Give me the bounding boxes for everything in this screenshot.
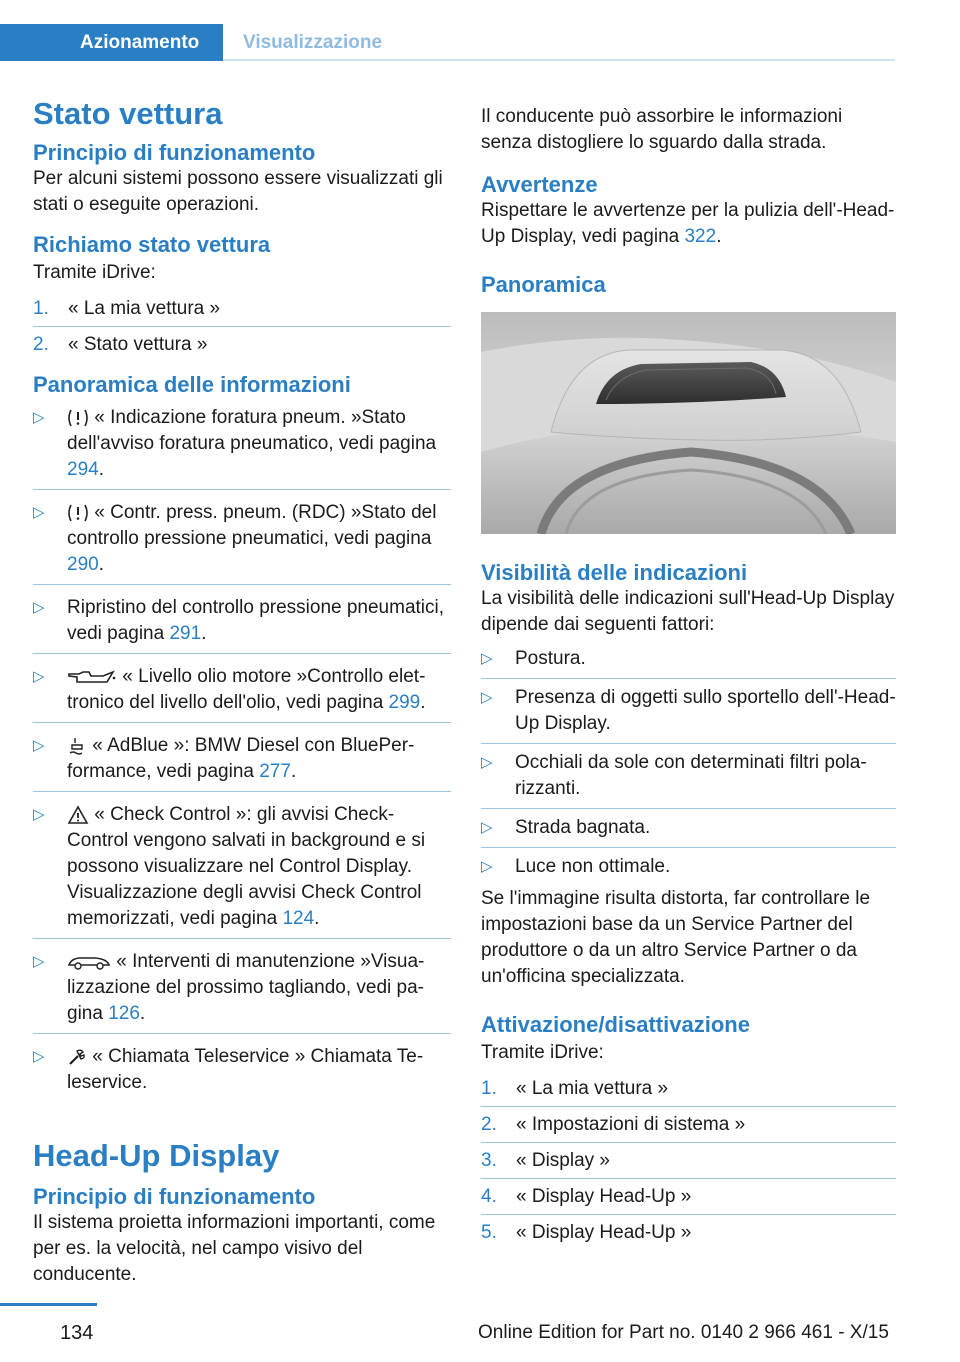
steps-list [481, 1076, 896, 1246]
list-item [481, 1107, 896, 1143]
step-text: « La mia vettura » [68, 298, 221, 319]
section-heading: Panoramica delle informazioni [33, 372, 351, 397]
wrench-icon [67, 1047, 87, 1067]
section-heading: Visibilità delle indicazioni [481, 560, 748, 585]
list-item [481, 809, 896, 848]
section-heading: Principio di funzionamento [33, 140, 316, 165]
item-text: « AdBlue »: BMW Diesel con BluePerformance, vedi pagina [67, 735, 415, 782]
item-text: Postura. [515, 648, 586, 669]
section-heading: Principio di funzionamento [33, 1184, 316, 1209]
tire-warning-icon [67, 503, 89, 523]
list-item [33, 723, 451, 792]
step-text: « Display Head-Up » [516, 1222, 692, 1243]
tab-azionamento[interactable] [0, 24, 223, 61]
section-title: Head-Up Display [33, 1138, 280, 1173]
bullet-triangle-icon: ▷ [481, 819, 493, 836]
list-item [481, 1215, 896, 1246]
step-number: 2. [33, 334, 49, 355]
section-heading: Attivazione/disattivazione [481, 1012, 750, 1037]
list-item [481, 744, 896, 809]
item-text: Ripristino del controllo pressione pneumatici, vedi pagina [67, 597, 445, 644]
tab-azionamento-label: Azionamento [80, 32, 200, 53]
page-link[interactable]: 126 [108, 1003, 140, 1024]
step-text: « Stato vettura » [68, 334, 208, 355]
list-item [33, 490, 451, 585]
step-text: « Impostazioni di sistema » [516, 1114, 746, 1135]
punctuation: . [290, 761, 297, 782]
paragraph: Tramite iDrive: [481, 1042, 604, 1063]
step-text: « Display Head-Up » [516, 1186, 692, 1207]
list-item [481, 646, 896, 679]
page-number: 134 [60, 1322, 94, 1344]
hud-photo [481, 312, 896, 534]
list-item [33, 327, 451, 358]
right-column [481, 104, 896, 1246]
page-link[interactable]: 277 [259, 761, 291, 782]
adblue-icon [67, 736, 87, 756]
bullet-triangle-icon: ▷ [33, 409, 45, 426]
list-item [481, 1076, 896, 1107]
paragraph: Tramite iDrive: [33, 262, 156, 283]
bullet-triangle-icon: ▷ [481, 858, 493, 875]
page-link[interactable]: 291 [169, 623, 202, 644]
list-item [481, 1179, 896, 1215]
header-divider [223, 59, 895, 61]
section-heading: Richiamo stato vettura [33, 232, 271, 257]
bullet-triangle-icon: ▷ [33, 953, 45, 970]
list-item [33, 939, 451, 1034]
list-item [33, 1034, 451, 1096]
item-text: « Contr. press. pneum. (RDC) »Stato del controllo pressione pneumatici, vedi pagina [67, 502, 437, 549]
step-number: 2. [481, 1114, 497, 1135]
paragraph: Il sistema proietta informazioni importanti, come per es. la velocità, nel campo visivo del conducente. [33, 1212, 436, 1285]
bullet-triangle-icon: ▷ [33, 737, 45, 754]
footer-divider [0, 1303, 97, 1306]
item-text: Luce non ottimale. [515, 856, 671, 877]
steps-list [33, 296, 451, 358]
page-link[interactable]: 294 [67, 459, 99, 480]
paragraph: Se l'immagine risulta distorta, far controllare le impostazioni base da un Service Partner del produttore o da un altro Service Partner o da un'officina specializzata. [481, 888, 871, 987]
step-number: 1. [481, 1078, 497, 1099]
punctuation: . [98, 554, 104, 575]
paragraph: Per alcuni sistemi possono essere visualizzati gli stati o eseguite operazioni. [33, 168, 443, 215]
bullet-triangle-icon: ▷ [33, 806, 45, 823]
paragraph: La visibilità delle indicazioni sull'Head-Up Display dipende dai seguenti fattori: [481, 588, 895, 635]
hud-dashboard-image [481, 312, 896, 534]
punctuation: . [716, 226, 722, 247]
punctuation: . [139, 1003, 146, 1024]
list-item [33, 296, 451, 327]
bullet-triangle-icon: ▷ [33, 668, 45, 685]
step-text: « Display » [516, 1150, 610, 1171]
warning-triangle-icon [67, 805, 89, 825]
left-column [33, 96, 451, 1288]
item-text: « Indicazione foratura pneum. »Stato dell'avviso foratura pneumatico, vedi pagina [67, 407, 437, 454]
page-link[interactable]: 124 [282, 908, 315, 929]
bullet-triangle-icon: ▷ [33, 504, 45, 521]
item-text: « Chiamata Teleservice » Chiamata Teleservice. [67, 1046, 424, 1093]
bullet-triangle-icon: ▷ [33, 599, 45, 616]
punctuation: . [98, 459, 104, 480]
step-number: 4. [481, 1186, 497, 1207]
service-car-icon [67, 953, 111, 971]
item-text: « Livello olio motore »Controllo elettronico del livello dell'olio, vedi pagina [67, 666, 426, 713]
section-heading: Panoramica [481, 272, 606, 297]
step-number: 1. [33, 298, 49, 319]
oil-can-icon [67, 668, 117, 686]
item-text: Occhiali da sole con determinati filtri polarizzanti. [515, 752, 867, 799]
list-item [33, 405, 451, 490]
bullet-triangle-icon: ▷ [481, 650, 493, 667]
item-text: Strada bagnata. [515, 817, 651, 838]
paragraph-text: Rispettare le avvertenze per la pulizia dell'-Head-Up Display, vedi pagina [481, 200, 895, 247]
bullet-triangle-icon: ▷ [481, 689, 493, 706]
list-item [33, 654, 451, 723]
list-item [481, 848, 896, 880]
item-text: « Interventi di manutenzione »Visualizzazione del prossimo tagliando, vedi pagina [67, 951, 425, 1024]
info-list [33, 405, 451, 1096]
page-link[interactable]: 322 [684, 226, 717, 247]
edition-text: Online Edition for Part no. 0140 2 966 461 - X/15 [478, 1322, 889, 1343]
tab-visualizzazione-label: Visualizzazione [243, 32, 383, 53]
list-item [481, 1143, 896, 1179]
punctuation: . [314, 908, 320, 929]
punctuation: . [201, 623, 207, 644]
item-text: « Check Control »: gli avvisi Check-Control vengono salvati in background e si possono visualizzare nel Control Display. Visualizzazione degli avvisi Check Control memorizzati, vedi pagina [67, 804, 426, 929]
page-link[interactable]: 290 [67, 554, 99, 575]
item-text: Presenza di oggetti sullo sportello dell'-Head-Up Display. [515, 687, 896, 734]
step-number: 5. [481, 1222, 497, 1243]
step-text: « La mia vettura » [516, 1078, 669, 1099]
punctuation: . [420, 692, 426, 713]
paragraph [481, 198, 896, 250]
tab-visualizzazione[interactable] [223, 24, 895, 61]
list-item [33, 585, 451, 654]
factors-list [481, 646, 896, 880]
section-heading: Avvertenze [481, 172, 598, 197]
step-number: 3. [481, 1150, 497, 1171]
page-link[interactable]: 299 [388, 692, 421, 713]
header-bar [0, 24, 895, 61]
bullet-triangle-icon: ▷ [33, 1048, 45, 1065]
bullet-triangle-icon: ▷ [481, 754, 493, 771]
page-title: Stato vettura [33, 96, 223, 131]
list-item [33, 792, 451, 939]
list-item [481, 679, 896, 744]
paragraph: Il conducente può assorbire le informazioni senza distogliere lo sguardo dalla strada. [481, 106, 843, 153]
tire-warning-icon [67, 408, 89, 428]
